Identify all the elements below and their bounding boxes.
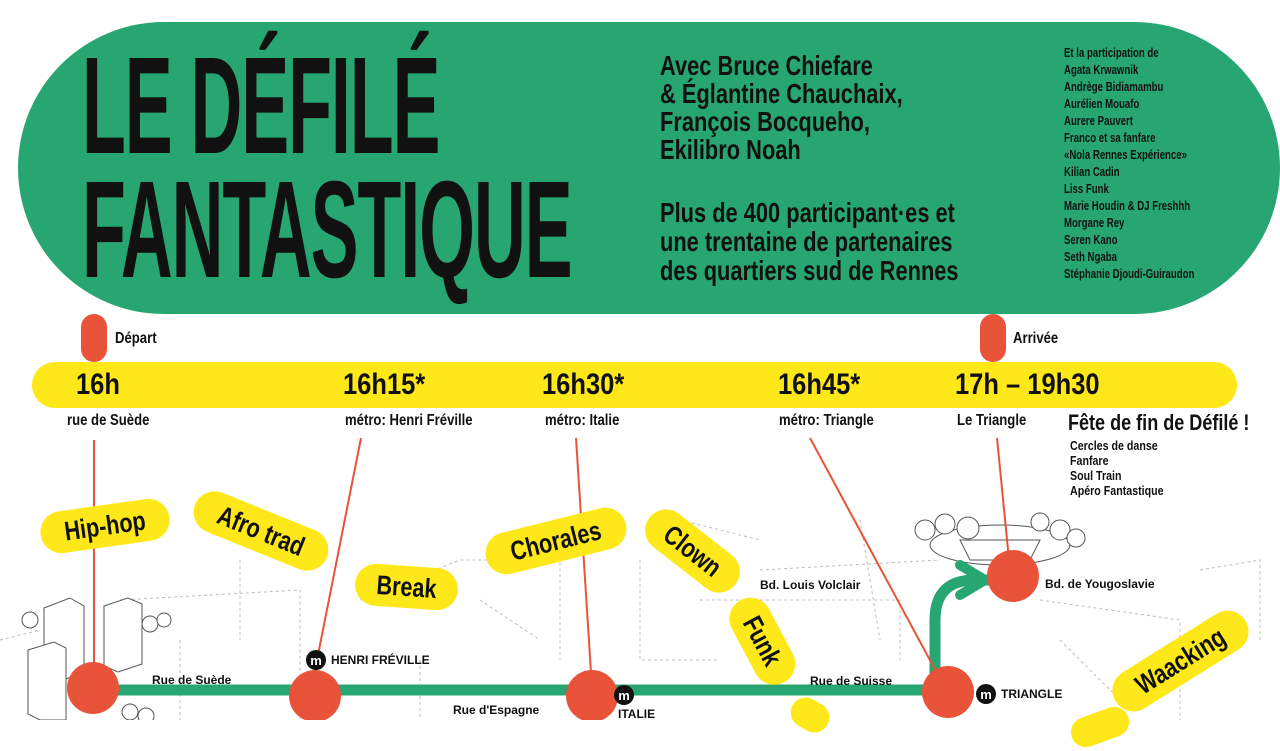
participant-name: Seren Kano — [1064, 232, 1118, 247]
stop-dot-arrivee — [987, 550, 1039, 602]
artists-line: & Églantine Chauchaix, — [660, 78, 903, 109]
summary-line: des quartiers sud de Rennes — [660, 255, 959, 286]
stop-dot-triangle — [922, 666, 974, 718]
artists-line: Ekilibro Noah — [660, 134, 801, 165]
dance-tag-break: Break — [354, 562, 460, 611]
summary-line: Plus de 400 participant·es et — [660, 197, 955, 228]
street-label: Rue d'Espagne — [453, 703, 540, 717]
stop-dot-italie — [566, 670, 618, 720]
metro-station-name: ITALIE — [618, 707, 656, 721]
dance-tag-chorales: Chorales — [481, 503, 630, 578]
participant-name: Agata Krwawnik — [1064, 62, 1139, 77]
metro-icon: m — [614, 685, 634, 705]
fete-title: Fête de fin de Défilé ! — [1068, 410, 1250, 435]
fete-item: Apéro Fantastique — [1070, 483, 1164, 498]
participant-name: Liss Funk — [1064, 181, 1109, 196]
participant-name: Kilian Cadin — [1064, 164, 1120, 179]
dance-tag-afrotrad: Afro trad — [187, 485, 334, 577]
stop-dot-suede — [67, 662, 119, 714]
fete-item: Cercles de danse — [1070, 438, 1158, 453]
dance-tag-hiphop: Hip-hop — [38, 496, 173, 556]
participant-name: Morgane Rey — [1064, 215, 1125, 230]
participation-title: Et la participation de — [1064, 45, 1159, 60]
participant-name: Aurere Pauvert — [1064, 113, 1133, 128]
time-2: 16h15* — [343, 368, 426, 401]
participant-name: Seth Ngaba — [1064, 249, 1117, 264]
dance-tag-clown: Clown — [637, 501, 749, 601]
arrivee-label: Arrivée — [1013, 330, 1059, 347]
stop-name-3: métro: Italie — [545, 412, 620, 429]
fete-item: Fanfare — [1070, 453, 1109, 468]
participant-name: «Nola Rennes Expérience» — [1064, 147, 1187, 162]
title-line-2: FANTASTIQUE — [82, 153, 572, 307]
metro-station-name: HENRI FRÉVILLE — [331, 653, 430, 667]
time-5: 17h – 19h30 — [955, 368, 1100, 401]
street-label: Bd. Louis Volclair — [760, 578, 861, 592]
metro-icon: m — [976, 684, 996, 704]
metro-station-triangle — [976, 684, 1062, 704]
summary-line: une trentaine de partenaires — [660, 226, 953, 257]
time-1: 16h — [76, 368, 120, 401]
participant-name: Stéphanie Djoudi-Guiraudon — [1064, 266, 1195, 281]
participant-name: Andrège Bidiamambu — [1064, 79, 1164, 94]
artists-line: François Bocqueho, — [660, 106, 870, 137]
stop-name-4: métro: Triangle — [779, 412, 874, 429]
participant-name: Marie Houdin & DJ Freshhh — [1064, 198, 1191, 213]
dance-tag-funk: Funk — [722, 590, 803, 691]
depart-marker — [81, 314, 107, 362]
fete-item: Soul Train — [1070, 468, 1122, 483]
metro-station-name: TRIANGLE — [1001, 687, 1063, 701]
dance-tag-waacking: Waacking — [1104, 603, 1256, 720]
street-label: Rue de Suède — [152, 673, 232, 687]
stop-name-1: rue de Suède — [67, 412, 150, 429]
participant-name: Franco et sa fanfare — [1064, 130, 1156, 145]
depart-label: Départ — [115, 330, 157, 347]
metro-station-henri-freville — [306, 650, 430, 670]
metro-icon: m — [306, 650, 326, 670]
title-line-1: LE DÉFILÉ — [82, 29, 440, 183]
street-label: Rue de Suisse — [810, 674, 893, 688]
participant-name: Aurélien Mouafo — [1064, 96, 1140, 111]
street-label: Bd. de Yougoslavie — [1045, 577, 1155, 591]
arrivee-marker — [980, 314, 1006, 362]
time-4: 16h45* — [778, 368, 861, 401]
stop-name-2: métro: Henri Fréville — [345, 412, 473, 429]
time-3: 16h30* — [542, 368, 625, 401]
metro-station-italie — [614, 685, 655, 721]
artists-line: Avec Bruce Chiefare — [660, 50, 873, 81]
stop-name-5: Le Triangle — [957, 412, 1027, 429]
stop-dot-freville — [289, 670, 341, 720]
